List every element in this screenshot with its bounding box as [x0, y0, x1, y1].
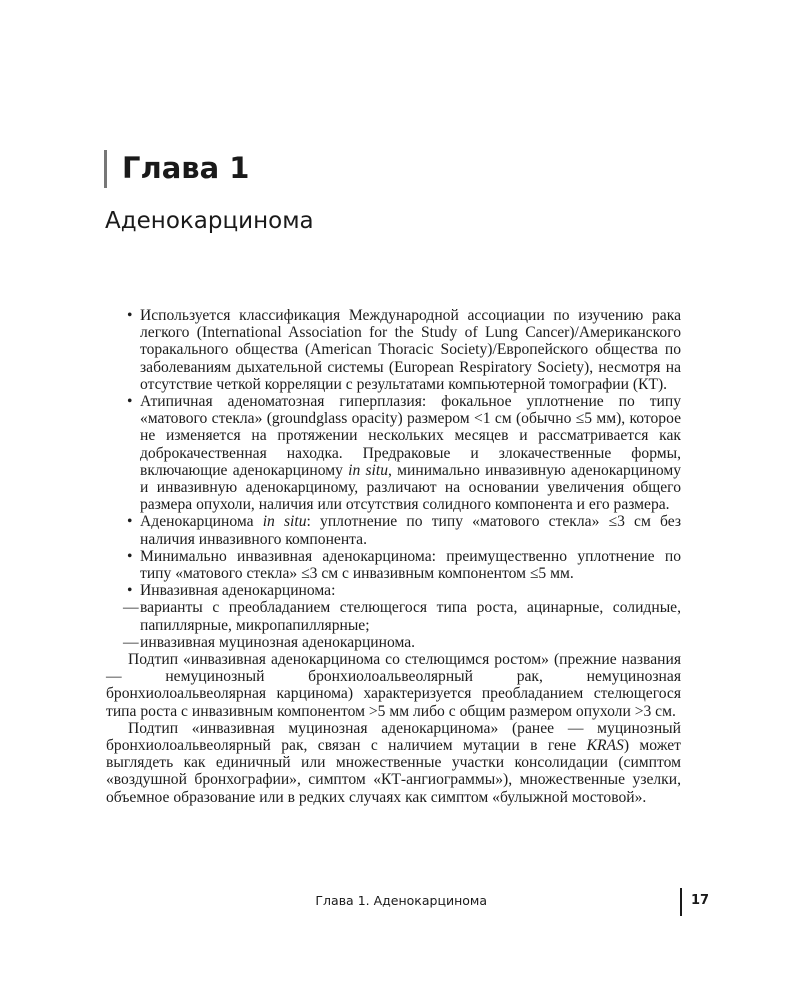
bullet-item: • Минимально инвазивная аденокарцинома: преимущественно уплотнение по типу «матового стекла» ≤3 см с инвазивным компонентом ≤5 мм. [106, 548, 681, 582]
bullet-item: • Инвазивная аденокарцинома: [106, 582, 681, 599]
chapter-label: Глава 1 [122, 151, 250, 185]
dash-item: — варианты с преобладанием стелющегося типа роста, ацинарные, солидные, папиллярные, микропапиллярные; [106, 599, 681, 633]
paragraph: Подтип «инвазивная аденокарцинома со стелющимся ростом» (прежние названия — немуцинозный бронхиолоальвеолярный рак, немуцинозная бронхиолоальвеолярная карцинома) характеризуется преобладанием стелющегося типа роста с инвазивным компонентом >5 мм либо с общим размером опухоли >3 см. [106, 651, 681, 720]
italic-term: in situ [348, 461, 389, 479]
italic-gene-name: KRAS [586, 737, 624, 755]
chapter-accent-bar [104, 150, 107, 188]
body-text [106, 307, 681, 806]
chapter-title: Аденокарцинома [105, 208, 314, 234]
paragraph: Подтип «инвазивная муцинозная аденокарцинома» (ранее — муцинозный бронхиолоальвеолярный рак, связан с наличием мутации в гене KRAS) может выглядеть как единичный или множественные участки консолидации (симптом «воздушной бронхографии», симптом «КТ-ангиограммы»), множественные узелки, объемное образование или в редких случаях как симптом «булыжной мостовой». [106, 719, 682, 806]
italic-term: in situ [262, 513, 307, 531]
page-number: 17 [691, 893, 710, 908]
bullet-item: • Используется классификация Международной ассоциации по изучению рака легкого (International Association for the Study of Lung Cancer)/Американского торакального общества (American Thoracic Society)/Европейского общества по заболеваниям дыхательной системы (European Respiratory Society), несмотря на отсутствие четкой корреляции с результатами компьютерной томографии (КТ). [106, 307, 681, 393]
bullet-list [106, 307, 681, 651]
bullet-item: • Атипичная аденоматозная гиперплазия: фокальное уплотнение по типу «матового стекла» (groundglass opacity) размером <1 см (обычно ≤5 мм), которое не изменяется на протяжении нескольких месяцев и рассматривается как доброкачественная находка. Предраковые и злокачественные формы, включающие аденокарциному in situ, минимально инвазивную аденокарциному и инвазивную аденокарциному, различают на основании увеличения общего размера опухоли, наличия или отсутствия солидного компонента и его размера. [106, 393, 681, 513]
running-head: Глава 1. Аденокарцинома [315, 893, 487, 908]
footer-divider [680, 888, 682, 916]
bullet-item: • Аденокарцинома in situ: уплотнение по типу «матового стекла» ≤3 см без наличия инвазивного компонента. [106, 513, 681, 547]
dash-item: — инвазивная муцинозная аденокарцинома. [106, 634, 681, 651]
